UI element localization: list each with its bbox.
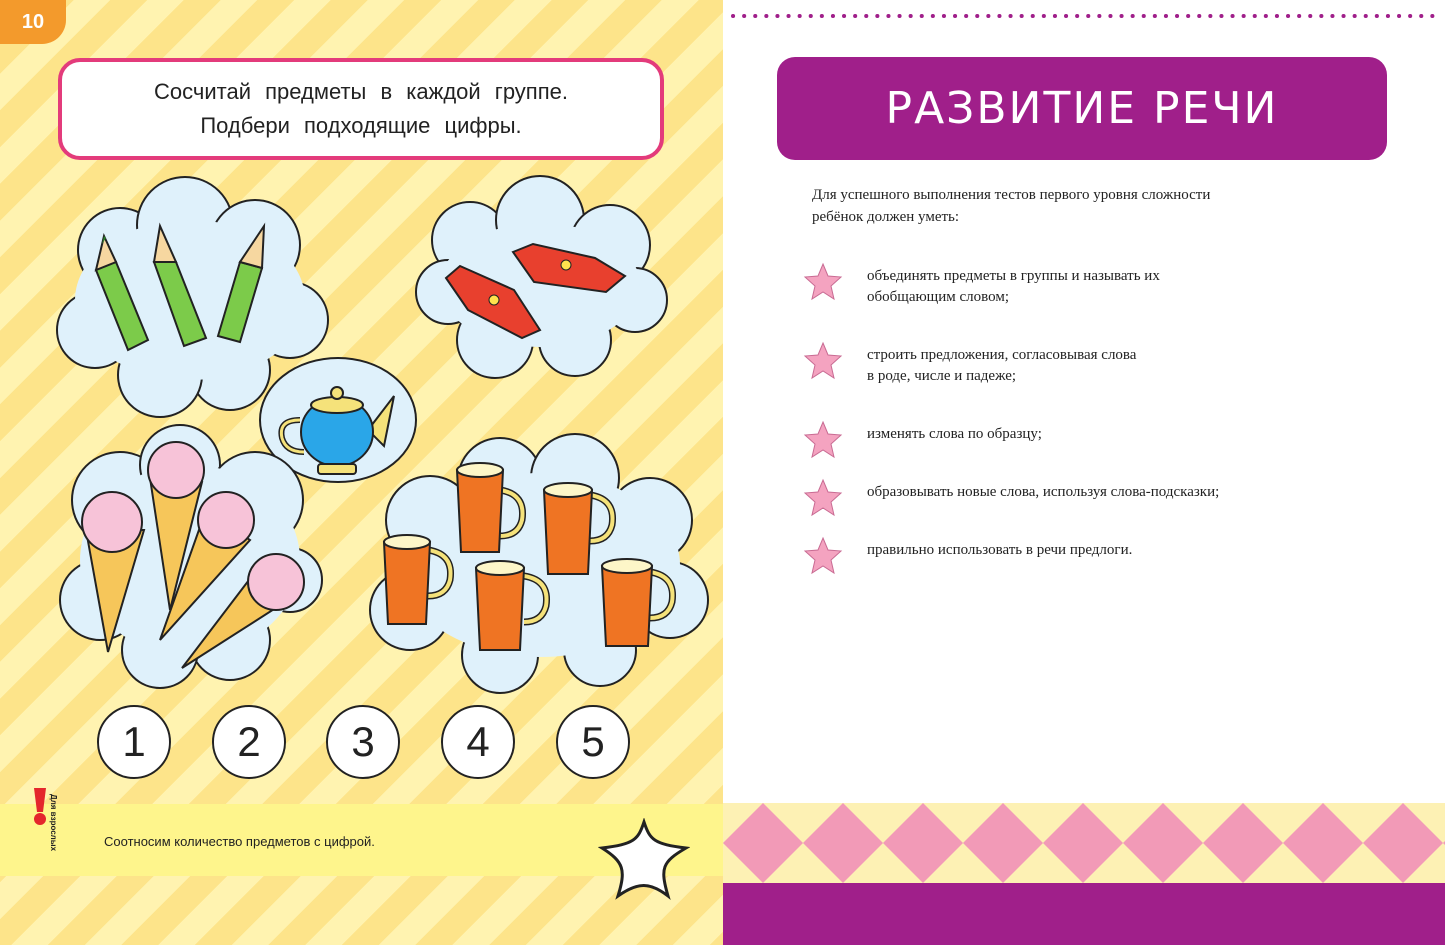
counting-illustration (0, 0, 723, 805)
diamond-pattern-band (723, 803, 1445, 883)
task-line-2: Подбери подходящие цифры. (200, 113, 522, 138)
star-bullet-icon (803, 420, 843, 460)
task-line-1: Сосчитай предметы в каждой группе. (154, 79, 568, 104)
skill-line: объединять предметы в группы и называть их (867, 268, 1160, 284)
star-bullet-icon (803, 341, 843, 381)
skill-line: строить предложения, согласовывая слова (867, 347, 1137, 363)
skill-item (803, 540, 1383, 576)
skill-line: обобщающим словом; (867, 289, 1009, 305)
intro-text (812, 184, 1392, 228)
adult-note-text: Соотносим количество предметов с цифрой. (104, 834, 375, 849)
purple-footer-bar (723, 883, 1445, 945)
adult-label: Для взрослых (49, 794, 58, 852)
right-page (723, 0, 1445, 945)
skill-line: правильно использовать в речи предлоги. (867, 542, 1133, 558)
page-number: 10 (0, 0, 66, 44)
number-choice-2[interactable]: 2 (212, 705, 286, 779)
intro-line-2: ребёнок должен уметь: (812, 209, 960, 225)
skill-item (803, 482, 1383, 518)
dotted-border (723, 10, 1445, 22)
intro-line-1: Для успешного выполнения тестов первого уровня сложности (812, 187, 1211, 203)
number-choice-4[interactable]: 4 (441, 705, 515, 779)
skill-item (803, 424, 1383, 460)
star-icon (598, 818, 690, 900)
number-choice-3[interactable]: 3 (326, 705, 400, 779)
skill-item (803, 345, 1383, 387)
star-bullet-icon (803, 262, 843, 302)
star-bullet-icon (803, 536, 843, 576)
skill-item (803, 266, 1383, 308)
skill-line: изменять слова по образцу; (867, 426, 1042, 442)
section-title: РАЗВИТИЕ РЕЧИ (885, 83, 1279, 134)
section-title-banner (777, 57, 1387, 160)
skill-line: в роде, числе и падеже; (867, 368, 1017, 384)
star-bullet-icon (803, 478, 843, 518)
number-choice-1[interactable]: 1 (97, 705, 171, 779)
number-choice-5[interactable]: 5 (556, 705, 630, 779)
skill-line: образовывать новые слова, используя слова-подсказки; (867, 484, 1220, 500)
